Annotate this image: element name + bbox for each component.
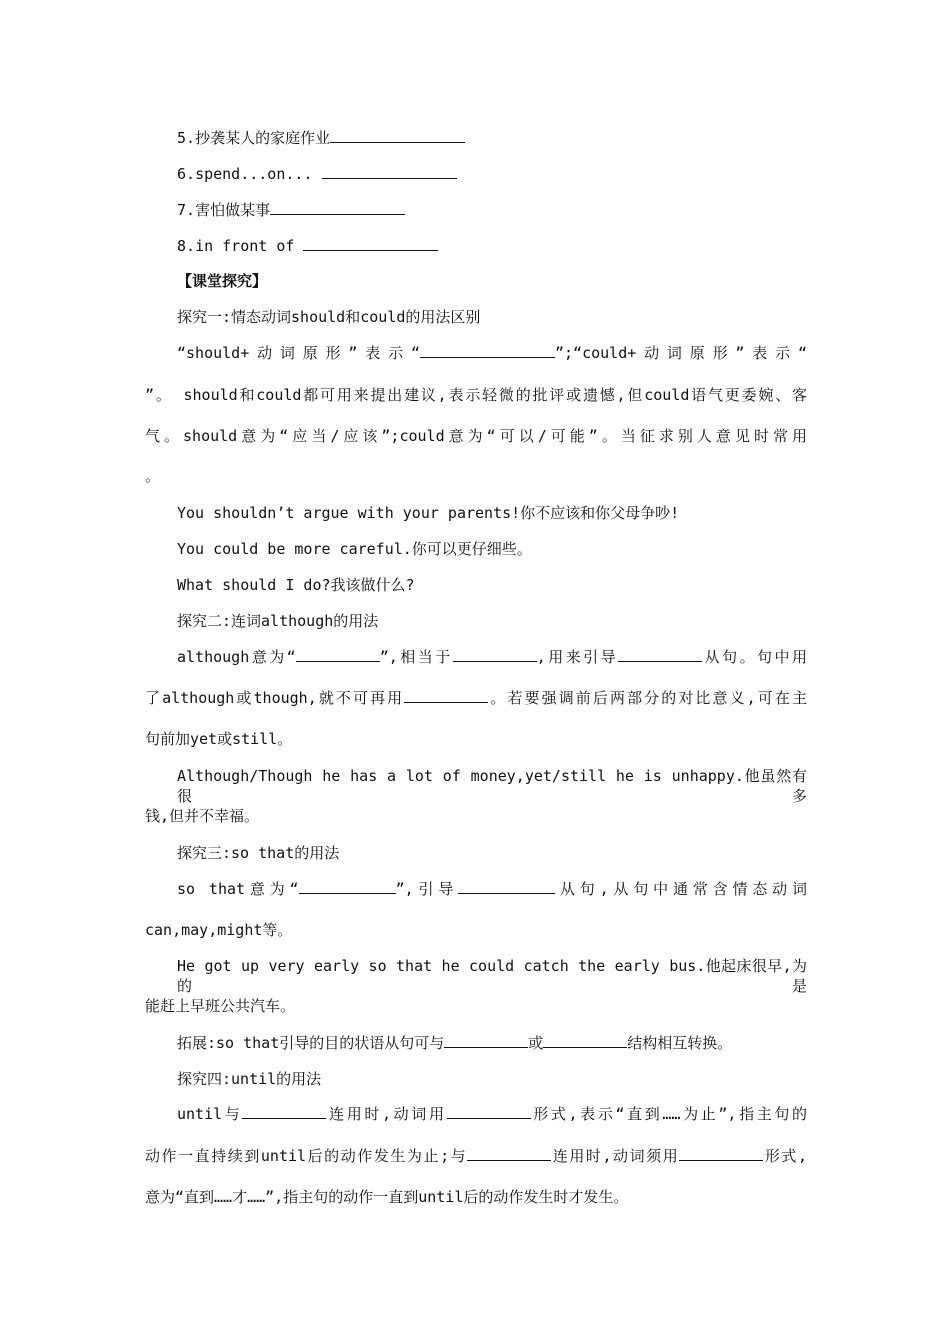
item-text: 抄袭某人的家庭作业 (195, 129, 331, 147)
example-sentence: Although/Though he has a lot of money,yet/still he is unhappy.他虽然有很多 (177, 767, 807, 805)
explore1-title: 探究一:情态动词should和could的用法区别 (177, 308, 481, 326)
text-segment: so that意为“ (177, 880, 299, 898)
text-segment: “should+动词原形”表示“ (177, 344, 420, 362)
text-segment: ”,引导 (395, 880, 459, 898)
explore3-title: 探究三:so that的用法 (177, 844, 340, 862)
explore4-title: 探究四:until的用法 (177, 1070, 322, 1088)
example-sentence: You could be more careful.你可以更仔细些。 (177, 540, 532, 558)
explore1-line1 (177, 343, 807, 363)
item-text: in front of (195, 237, 304, 255)
answer-blank[interactable] (467, 1146, 551, 1161)
item-number: 8. (177, 237, 196, 255)
text-segment: 从句。句中用 (702, 648, 808, 666)
vocab-item-5 (177, 128, 807, 148)
explore1-line3: 气。should意为“应当/应该”;could意为“可以/可能”。当征求别人意见时常用 (145, 427, 807, 445)
text-segment: ”;“could+动词原形”表示“ (554, 344, 807, 362)
explore3-line1 (177, 879, 807, 899)
text-segment: 形式, (763, 1147, 808, 1165)
text-segment: 结构相互转换。 (627, 1034, 733, 1052)
example-sentence-cont: 钱,但并不幸福。 (145, 807, 260, 825)
vocab-item-7 (177, 200, 807, 220)
item-number: 6. (177, 165, 196, 183)
text-segment: 了although或though,就不可再用 (145, 689, 405, 707)
answer-blank[interactable] (296, 647, 380, 662)
answer-blank[interactable] (679, 1146, 763, 1161)
answer-blank[interactable] (330, 128, 465, 143)
answer-blank[interactable] (543, 1033, 627, 1048)
answer-blank[interactable] (303, 236, 438, 251)
text-segment: 拓展:so that引导的目的状语从句可与 (177, 1034, 445, 1052)
answer-blank[interactable] (322, 164, 457, 179)
answer-blank[interactable] (270, 200, 405, 215)
answer-blank[interactable] (618, 647, 702, 662)
explore1-line4: 。 (145, 467, 161, 485)
vocab-item-8 (177, 236, 807, 256)
explore3-line2: can,may,might等。 (145, 921, 293, 939)
example-sentence: He got up very early so that he could catch the early bus.他起床很早,为的是 (177, 957, 807, 995)
extension-line (177, 1033, 807, 1053)
explore4-line2 (145, 1146, 807, 1166)
explore4-line3: 意为“直到……才……”,指主句的动作一直到until后的动作发生时才发生。 (145, 1188, 629, 1206)
answer-blank[interactable] (420, 343, 555, 358)
vocab-item-6 (177, 164, 807, 184)
example-sentence: What should I do?我该做什么? (177, 576, 415, 594)
text-segment: until与 (177, 1105, 243, 1123)
explore2-line3: 句前加yet或still。 (145, 730, 293, 748)
text-segment: although意为“ (177, 648, 296, 666)
answer-blank[interactable] (447, 1104, 531, 1119)
explore1-line2: ”。 should和could都可用来提出建议,表示轻微的批评或遗憾,但could语气更委婉、客 (145, 386, 807, 404)
answer-blank[interactable] (299, 879, 396, 894)
answer-blank[interactable] (242, 1104, 326, 1119)
section-title: 【课堂探究】 (177, 272, 268, 290)
text-segment: 连用时,动词须用 (551, 1147, 680, 1165)
explore4-line1 (177, 1104, 807, 1124)
text-segment: 从句,从句中通常含情态动词 (555, 880, 807, 898)
text-segment: ,用来引导 (536, 648, 619, 666)
item-text: spend...on... (195, 165, 322, 183)
answer-blank[interactable] (404, 688, 488, 703)
text-segment: 动作一直持续到until后的动作发生为止;与 (145, 1147, 468, 1165)
text-segment: ”,相当于 (379, 648, 453, 666)
answer-blank[interactable] (453, 647, 537, 662)
item-text: 害怕做某事 (195, 201, 271, 219)
answer-blank[interactable] (444, 1033, 528, 1048)
example-sentence: You shouldn’t argue with your parents!你不应该和你父母争吵! (177, 504, 680, 522)
example-sentence-cont: 能赶上早班公共汽车。 (145, 997, 296, 1015)
item-number: 5. (177, 129, 196, 147)
explore2-title: 探究二:连词although的用法 (177, 612, 379, 630)
text-segment: 。若要强调前后两部分的对比意义,可在主 (488, 689, 807, 707)
text-segment: 形式,表示“直到……为止”,指主句的 (530, 1105, 808, 1123)
explore2-line2 (145, 688, 807, 708)
explore2-line1 (177, 647, 807, 667)
answer-blank[interactable] (458, 879, 555, 894)
item-number: 7. (177, 201, 196, 219)
text-segment: 或 (528, 1034, 544, 1052)
text-segment: 连用时,动词用 (326, 1105, 447, 1123)
